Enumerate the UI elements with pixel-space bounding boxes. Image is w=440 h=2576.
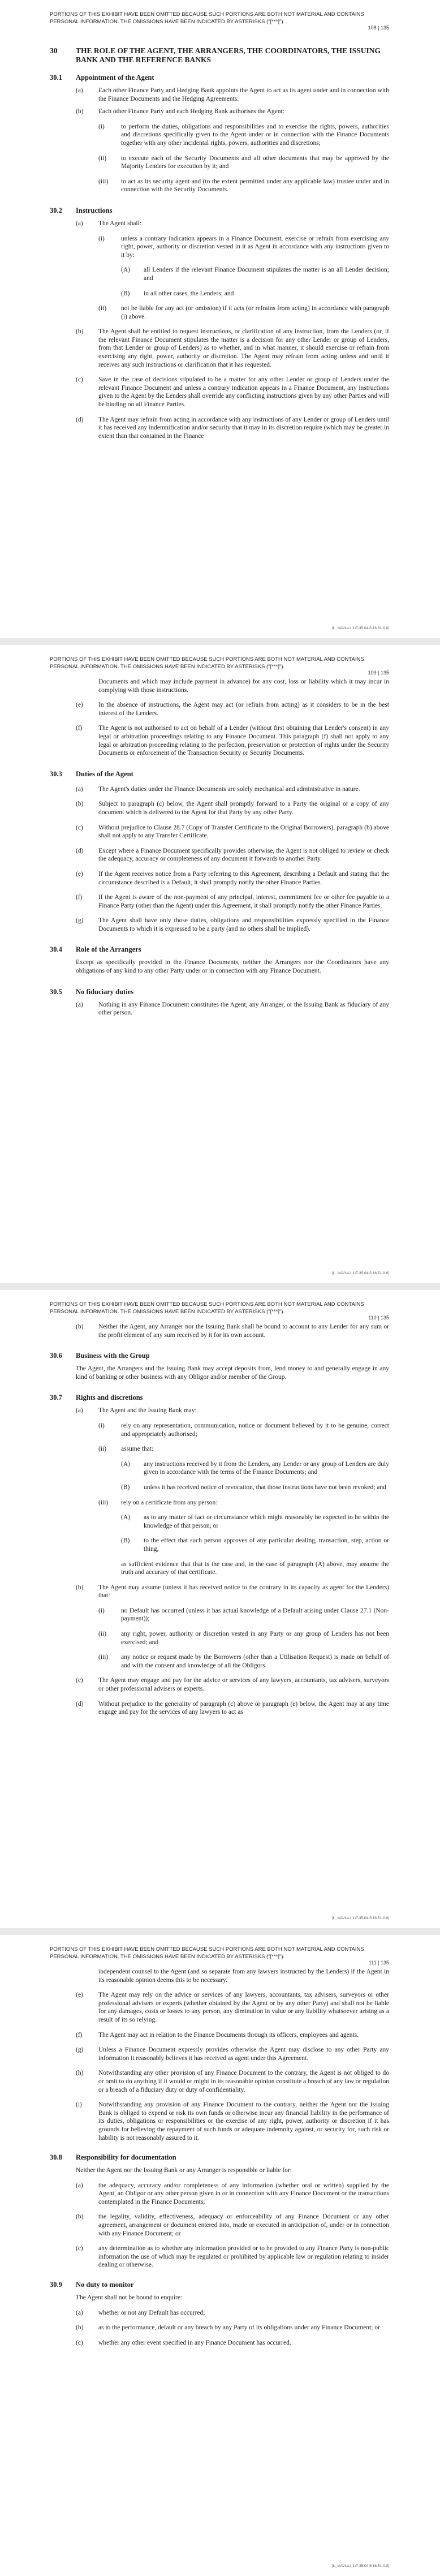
- paragraph: The Agent may refrain from acting in accordance with any instructions of any Lender or group of Lenders until it has received any indemnification and/or security that it may in its discretion require (which may be greater in extent than that contained in the Finance: [98, 416, 389, 440]
- item-label: (ii): [98, 154, 107, 162]
- item-label: (i): [98, 1422, 105, 1429]
- paragraph: rely on any representation, communication, notice or document believed by it to be genuine, correct and appropriately authorised;: [121, 1422, 389, 1438]
- paragraph: In the absence of instructions, the Agent may act (or refrain from acting) as it considers to be in the best interest of the Lenders.: [98, 702, 389, 717]
- paragraph: The Agent is not authorised to act on behalf of a Lender (without first obtaining that Lender's consent) in any legal or arbitration proceedings relating to any Finance Document. This paragraph (f) shall not apply to any legal or arbitration proceeding relating to the perfection, preservation or protection of rights under the Security Documents or enforcement of the Transaction Security or Security Documents.: [98, 725, 389, 757]
- paragraph: The Agent may rely on the advice or services of any lawyers, accountants, tax advisers, surveyors or other professional advisers or experts (whether obtained by the Agent or by any other Party) and shall not be liable for any damages, costs or losses to any person, any diminution in value or any liability whatsoever arising as a result of its so relying.: [98, 1992, 389, 2023]
- clause-title: Role of the Arrangers: [76, 945, 141, 954]
- paragraph: The Agent, the Arrangers and the Issuing Bank may accept deposits from, lend money to and generally engage in any kind of banking or other business with any Obligor and/or member of the Group.: [76, 1365, 389, 1381]
- paragraph: Notwithstanding any provision of any Finance Document to the contrary, neither the Agent nor the Issuing Bank is obliged to expend or risk its own funds or otherwise incur any financial liability in the performance of its duties, obligations or responsibilities or the exercise of any right, power, authority or discretion if it has grounds for believing the repayment of such funds or adequate indemnity against, or security for, such risk or liability is not reasonably assured to it.: [98, 2101, 389, 2141]
- item-label: (iii): [98, 1654, 109, 1661]
- paragraph: The Agent shall:: [98, 220, 142, 227]
- paragraph: Except as specifically provided in the Finance Documents, neither the Arrangers nor the Coordinators have any obligations of any kind to any other Party under or in connection with any Finance Document.: [76, 959, 389, 975]
- item-label: (f): [76, 894, 83, 901]
- paragraph: Neither the Agent nor the Issuing Bank or any Arranger is responsible or liable for:: [76, 2167, 292, 2174]
- page-109: [0, 645, 440, 1283]
- page-108: [0, 0, 440, 638]
- item-label: (a): [76, 785, 83, 793]
- clause-number: 30.5: [50, 987, 62, 996]
- clause-number: 30.7: [50, 1394, 62, 1402]
- paragraph: The Agent shall not be bound to enquire:: [76, 2294, 183, 2302]
- item-label: (B): [121, 1537, 130, 1545]
- item-label: (a): [76, 220, 83, 227]
- section-title: THE ROLE OF THE AGENT, THE ARRANGERS, THE COORDINATORS, THE ISSUING BANK AND THE REFERENCE BANKS: [76, 46, 381, 64]
- clause-title: No duty to monitor: [76, 2281, 134, 2289]
- paragraph: The Agent may assume (unless it has received notice to the contrary in its capacity as agent for the Lenders) that:: [98, 1584, 389, 1599]
- omission-notice: PORTIONS OF THIS EXHIBIT HAVE BEEN OMITTED BECAUSE SUCH PORTIONS ARE BOTH NOT MATERIAL AND CONTAINS PERSONAL INFORMATION. THE OMISSIONS HAVE BEEN INDICATED BY ASTERISKS ("[***]").: [50, 11, 364, 25]
- paragraph: Save in the case of decisions stipulated to be a matter for any other Lender or group of Lenders under the relevant Finance Document and unless a contrary indication appears in a Finance Document, any instructions given to the Agent by the Lenders shall override any conflicting instructions given by any other Parties and will be binding on all Finance Parties.: [98, 376, 389, 408]
- item-label: (b): [76, 801, 84, 808]
- item-label: (A): [121, 1514, 130, 1521]
- clause-title: Instructions: [76, 206, 113, 214]
- paragraph: The Agent shall be entitled to request instructions, or clarification of any instruction, from the Lenders (or, if the relevant Finance Document stipulates the matter is a decision for any other Lender or group of Lenders, from that Lender or group of Lenders) as to whether, and in what manner, it should exercise or refrain from exercising any right, power, authority or discretion. The Agent may refrain from acting unless and until it receives any such instructions or clarification that it has requested.: [98, 328, 389, 368]
- paragraph: Unless a Finance Document expressly provides otherwise the Agent may disclose to any other Party any information it reasonably believes it has received as agent under this Agreement.: [98, 2046, 389, 2062]
- paragraph: any determination as to whether any information provided or to be provided to any Finance Party is non-public information the use of which may be regulated or prohibited by applicable law or regulation relating to insider dealing or otherwise.: [98, 2245, 389, 2269]
- paragraph: The Agent may act in relation to the Finance Documents through its officers, employees and agents.: [98, 2031, 359, 2039]
- paragraph: any right, power, authority or discretion vested in any Party or any group of Lenders has not been exercised; and: [121, 1631, 389, 1646]
- paragraph: any instructions received by it from the Lenders, any Lender or any group of Lenders are duly given in accordance with the terms of the Finance Documents; and: [144, 1460, 389, 1476]
- paragraph: as to the performance, default or any breach by any Party of its obligations under any Finance Document; or: [98, 2324, 380, 2332]
- clause-number: 30.3: [50, 769, 62, 778]
- clause-number: 30.4: [50, 945, 62, 954]
- item-label: (b): [76, 2213, 84, 2221]
- item-label: (a): [76, 87, 83, 94]
- omission-notice: PORTIONS OF THIS EXHIBIT HAVE BEEN OMITTED BECAUSE SUCH PORTIONS ARE BOTH NOT MATERIAL AND CONTAINS PERSONAL INFORMATION. THE OMISSIONS HAVE BEEN INDICATED BY ASTERISKS ("[***]").: [50, 1946, 364, 1960]
- item-label: (b): [76, 1323, 84, 1330]
- paragraph: The Agent and the Issuing Bank may:: [98, 1407, 197, 1414]
- item-label: (d): [76, 1700, 84, 1708]
- item-label: (b): [76, 108, 84, 115]
- clause-title: Appointment of the Agent: [76, 74, 154, 81]
- item-label: (b): [76, 328, 84, 336]
- paragraph: as to any matter of fact or circumstance which might reasonably be expected to be within the knowledge of that person; or: [144, 1514, 389, 1529]
- item-label: (a): [76, 2309, 83, 2316]
- paragraph: Notwithstanding any other provision of any Finance Document to the contrary, the Agent is not obliged to do or omit to do anything if it would or might in its reasonable opinion constitute a breach of any law or regulation or a breach of a fiduciary duty or duty of confidentiality.: [98, 2070, 389, 2093]
- item-label: (c): [76, 2339, 83, 2346]
- paragraph: whether or not any Default has occurred;: [98, 2309, 205, 2316]
- paragraph: Without prejudice to Clause 28.7 (Copy of Transfer Certificate to the Original Borrowers), paragraph (b) above shall not apply to any Transfer Certificate.: [98, 824, 389, 840]
- item-label: (i): [98, 1607, 105, 1614]
- page-footer-code: [L_1\AVL\Li_1\T-35.04-5.16.51-0.0]: [331, 626, 389, 630]
- paragraph: the adequacy, accuracy and/or completeness of any information (whether oral or written) supplied by the Agent, an Obligor or any other person given in or in connection with any Finance Document or the transactions contemplated in the Finance Documents;: [98, 2182, 389, 2205]
- item-label: (i): [76, 2101, 82, 2109]
- item-label: (b): [76, 1584, 84, 1591]
- paragraph: Without prejudice to the generality of paragraph (c) above or paragraph (e) below, the Agent may at any time engage and pay for the services of any lawyers to act as: [98, 1700, 389, 1716]
- page-footer-code: [L_1\AVL\Li_1\T-35.04-5.16.51-0.0]: [331, 2564, 389, 2568]
- clause-number: 30.9: [50, 2281, 62, 2289]
- item-label: (f): [76, 725, 83, 732]
- paragraph: whether any other event specified in any Finance Document has occurred.: [98, 2339, 291, 2346]
- paragraph: not be liable for any act (or omission) if it acts (or refrains from acting) in accordance with paragraph (i) above.: [121, 305, 389, 320]
- clause-number: 30.2: [50, 206, 62, 214]
- page-footer-code: [L_1\AVL\Li_1\T-35.04-5.16.51-0.0]: [331, 1916, 389, 1920]
- clause-title: Business with the Group: [76, 1352, 150, 1360]
- omission-notice: PORTIONS OF THIS EXHIBIT HAVE BEEN OMITTED BECAUSE SUCH PORTIONS ARE BOTH NOT MATERIAL AND CONTAINS PERSONAL INFORMATION. THE OMISSIONS HAVE BEEN INDICATED BY ASTERISKS ("[***]").: [50, 1301, 364, 1315]
- item-label: (c): [76, 2245, 83, 2252]
- page-number: 109 | 135: [368, 670, 389, 676]
- paragraph: Except where a Finance Document specifically provides otherwise, the Agent is not obliged to review or check the adequacy, accuracy or completeness of any document it forwards to another Party.: [98, 847, 389, 863]
- item-label: (ii): [98, 1631, 107, 1638]
- item-label: (i): [98, 123, 105, 130]
- item-label: (e): [76, 1992, 83, 1999]
- item-label: (i): [98, 235, 105, 242]
- paragraph-continued: independent counsel to the Agent (and so separate from any lawyers instructed by the Lenders) if the Agent in its reasonable opinion deems this to be necessary.: [98, 1968, 389, 1984]
- clause-number: 30.6: [50, 1352, 62, 1360]
- item-label: (B): [121, 1483, 130, 1491]
- clause-title: No fiduciary duties: [76, 987, 134, 996]
- item-label: (d): [76, 847, 84, 854]
- page-110: [0, 1290, 440, 1928]
- clause-number: 30.1: [50, 74, 62, 81]
- item-label: (iii): [98, 1499, 109, 1506]
- item-label: (g): [76, 917, 84, 924]
- item-label: (c): [76, 824, 83, 831]
- item-label: (B): [121, 290, 130, 297]
- item-label: (h): [76, 2070, 84, 2077]
- paragraph: to the effect that such person approves of any particular dealing, transaction, step, action or thing,: [144, 1537, 389, 1553]
- clause-title: Rights and discretions: [76, 1394, 143, 1402]
- item-label: (a): [76, 1407, 83, 1414]
- item-label: (g): [76, 2046, 84, 2054]
- paragraph: Subject to paragraph (c) below, the Agent shall promptly forward to a Party the original or a copy of any document which is delivered to the Agent for that Party by any other Party.: [98, 801, 389, 816]
- paragraph: The Agent may engage and pay for the advice or services of any lawyers, accountants, tax advisers, surveyors or other professional advisers or experts.: [98, 1677, 389, 1693]
- paragraph: as sufficient evidence that that is the case and, in the case of paragraph (A) above, may assume the truth and accuracy of that certificate.: [121, 1560, 389, 1576]
- item-label: (e): [76, 702, 83, 709]
- paragraph: Each other Finance Party and Hedging Bank appoints the Agent to act as its agent under and in connection with the Finance Documents and the Hedging Agreements.: [98, 87, 389, 102]
- paragraph: in all other cases, the Lenders; and: [144, 290, 234, 297]
- item-label: (A): [121, 266, 130, 274]
- paragraph: Each other Finance Party and each Hedging Bank authorises the Agent:: [98, 108, 284, 115]
- section-number: 30: [50, 46, 58, 55]
- item-label: (a): [76, 2182, 83, 2189]
- paragraph: assume that:: [121, 1446, 154, 1453]
- item-label: (a): [76, 1001, 83, 1008]
- page-111: [0, 1935, 440, 2576]
- paragraph: unless it has received notice of revocation, that those instructions have not been revoked; and: [144, 1483, 386, 1491]
- clause-title: Responsibility for documentation: [76, 2153, 176, 2162]
- clause-number: 30.8: [50, 2153, 62, 2162]
- paragraph: The Agent's duties under the Finance Documents are solely mechanical and administrative in nature.: [98, 785, 360, 793]
- paragraph: all Lenders if the relevant Finance Document stipulates the matter is an all Lender decision; and: [144, 266, 389, 282]
- paragraph: to execute each of the Security Documents and all other documents that may be approved by the Majority Lenders for execution by it; and: [121, 154, 389, 170]
- paragraph: no Default has occurred (unless it has actual knowledge of a Default arising under Clause 27.1 (Non-payment));: [121, 1607, 389, 1623]
- item-label: (iii): [98, 178, 109, 185]
- item-label: (ii): [98, 305, 107, 312]
- paragraph: to perform the duties, obligations and responsibilities and to exercise the rights, powers, authorities and discretions specifically given to the Agent under or in connection with the Finance Documents together with any other incidental rights, powers, authorities and discretions;: [121, 123, 389, 147]
- page-footer-code: [L_1\AVL\Li_1\T-35.04-5.16.51-0.0]: [331, 1271, 389, 1275]
- item-label: (A): [121, 1460, 130, 1468]
- paragraph: any notice or request made by the Borrowers (other than a Utilisation Request) is made on behalf of and with the consent and knowledge of all the Obligors.: [121, 1654, 389, 1669]
- paragraph: If the Agent receives notice from a Party referring to this Agreement, describing a Default and stating that the circumstance described is a Default, it shall promptly notify the other Finance Parties.: [98, 870, 389, 886]
- paragraph: unless a contrary indication appears in a Finance Document, exercise or refrain from exercising any right, power, authority or discretion vested in it as Agent in accordance with any instructions given to it by:: [121, 235, 389, 259]
- item-label: (e): [76, 870, 83, 878]
- item-label: (f): [76, 2031, 83, 2039]
- item-label: (ii): [98, 1446, 107, 1453]
- omission-notice: PORTIONS OF THIS EXHIBIT HAVE BEEN OMITTED BECAUSE SUCH PORTIONS ARE BOTH NOT MATERIAL AND CONTAINS PERSONAL INFORMATION. THE OMISSIONS HAVE BEEN INDICATED BY ASTERISKS ("[***]").: [50, 656, 364, 670]
- paragraph-continued: Documents and which may include payment in advance) for any cost, loss or liability which it may incur in complying with those instructions.: [98, 678, 389, 694]
- item-label: (c): [76, 376, 83, 384]
- paragraph: the legality, validity, effectiveness, adequacy or enforceability of any Finance Document or any other agreement, arrangement or document entered into, made or executed in anticipation of, under or in connection with any Finance Document; or: [98, 2213, 389, 2237]
- paragraph: If the Agent is aware of the non-payment of any principal, interest, commitment fee or other fee payable to a Finance Party (other than the Agent) under this Agreement, it shall promptly notify the other Finance Parties.: [98, 894, 389, 909]
- page-number: 110 | 135: [368, 1315, 389, 1321]
- paragraph: Nothing in any Finance Document constitutes the Agent, any Arranger, or the Issuing Bank as fiduciary of any other person.: [98, 1001, 389, 1017]
- item-label: (b): [76, 2324, 84, 2332]
- paragraph: Neither the Agent, any Arranger nor the Issuing Bank shall be bound to account to any Lender for any sum or the profit element of any sum received by it for its own account.: [98, 1323, 389, 1339]
- page-number: 108 | 135: [368, 25, 389, 31]
- page-number: 111 | 135: [368, 1960, 389, 1966]
- item-label: (c): [76, 1677, 83, 1684]
- clause-title: Duties of the Agent: [76, 769, 133, 778]
- paragraph: The Agent shall have only those duties, obligations and responsibilities expressly specified in the Finance Documents to which it is expressed to be a party (and no others shall be implied).: [98, 917, 389, 932]
- paragraph: to act as its security agent and (to the extent permitted under any applicable law) trustee under and in connection with the Security Documents.: [121, 178, 389, 193]
- paragraph: rely on a certificate from any person:: [121, 1499, 218, 1506]
- item-label: (d): [76, 416, 84, 423]
